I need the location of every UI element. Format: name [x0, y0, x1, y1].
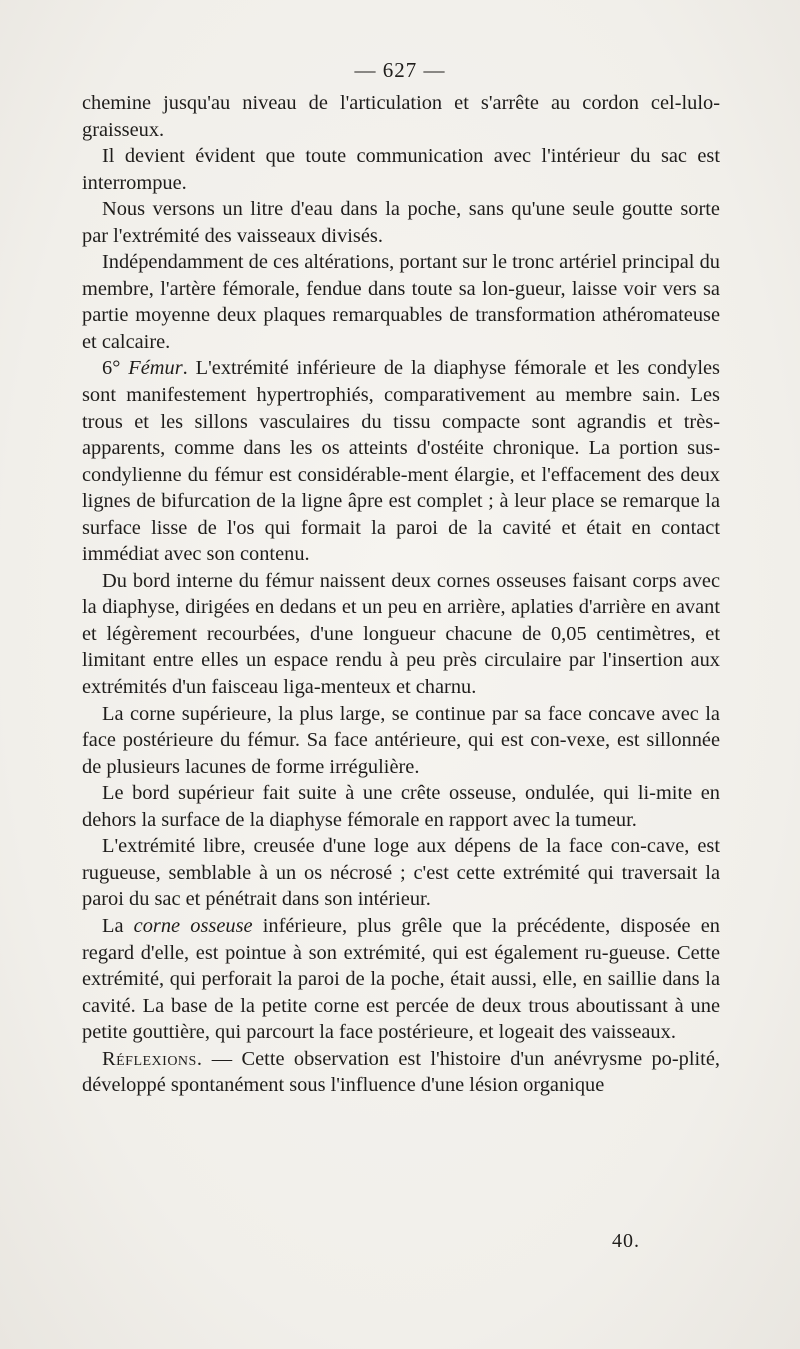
paragraph — [82, 196, 720, 249]
signature-mark: 40. — [612, 1230, 640, 1252]
paragraph — [82, 249, 720, 355]
text-run: L'extrémité libre, creusée d'une loge aux dépens de la face con-cave, est rugueuse, semblable à un os nécrosé ; c'est cette extrémité qui traversait la paroi du sac et pénétrait dans son intérieur. — [82, 835, 720, 911]
text-run: 6° — [102, 357, 129, 380]
text-run: Il devient évident que toute communication avec l'intérieur du sac est interrompue. — [82, 145, 720, 194]
text-run: La corne supérieure, la plus large, se continue par sa face concave avec la face postérieure du fémur. Sa face antérieure, qui est con-vexe, est sillonnée de plusieurs lacunes de forme irrégulière. — [82, 702, 720, 778]
text-run: Indépendamment de ces altérations, portant sur le tronc artériel principal du membre, l'artère fémorale, fendue dans toute sa lon-gueur, laisse voir vers sa partie moyenne deux plaques remarquables de transformation athéromateuse et calcaire. — [82, 251, 720, 353]
body-text — [82, 90, 720, 1099]
paragraph — [82, 913, 720, 1046]
paragraph — [82, 701, 720, 781]
text-run: Nous versons un litre d'eau dans la poche, sans qu'une seule goutte sorte par l'extrémité des vaisseaux divisés. — [82, 198, 720, 247]
text-run: Réflexions. — [102, 1047, 203, 1070]
paragraph — [82, 833, 720, 913]
paragraph — [82, 90, 720, 143]
text-run: Le bord supérieur fait suite à une crête osseuse, ondulée, qui li-mite en dehors la surface de la diaphyse fémorale en rapport avec la tumeur. — [82, 782, 720, 831]
text-run: La — [102, 914, 134, 937]
page-number: — 627 — — [354, 58, 446, 82]
text-run: Fémur — [128, 357, 183, 380]
text-run: inférieure, plus grêle que la précédente, disposée en regard d'elle, est pointue à son extrémité, qui est également ru-gueuse. Cette extrémité, qui perforait la paroi de la poche, était aussi, elle, en saillie dans la cavité. La base de la petite corne est percée de deux trous aboutissant à une petite gouttière, qui parcourt la face postérieure, et logeait des vaisseaux. — [82, 914, 720, 1044]
paragraph — [82, 1046, 720, 1099]
paragraph — [82, 143, 720, 196]
text-run: corne osseuse — [133, 914, 253, 937]
text-run: Du bord interne du fémur naissent deux cornes osseuses faisant corps avec la diaphyse, dirigées en dedans et un peu en arrière, aplaties d'arrière en avant et légèrement recourbées, d'une longueur chacune de 0,05 centimètres, et limitant entre elles un espace rendu à peu près circulaire par l'insertion aux extrémités d'un faisceau liga-menteux et charnu. — [82, 569, 720, 699]
paragraph — [82, 568, 720, 701]
paragraph — [82, 780, 720, 833]
paragraph — [82, 355, 720, 567]
text-run: chemine jusqu'au niveau de l'articulation et s'arrête au cordon cel-lulo-graisseux. — [82, 92, 720, 141]
text-run: — Cette observation est l'histoire d'un anévrysme po-plité, développé spontanément sous l'influence d'une lésion organique — [82, 1047, 720, 1097]
text-run: . L'extrémité inférieure de la diaphyse fémorale et les condyles sont manifestement hypertrophiés, comparativement au membre sain. Les trous et les sillons vasculaires du tissu compacte sont agrandis et très-apparents, comme dans les os atteints d'ostéite chronique. La portion sus-condylienne du fémur est considérable-ment élargie, et l'effacement des deux lignes de bifurcation de la ligne âpre est complet ; à leur place se remarque la surface lisse de l'os qui formait la paroi de la cavité et était en contact immédiat avec son contenu. — [82, 357, 720, 566]
